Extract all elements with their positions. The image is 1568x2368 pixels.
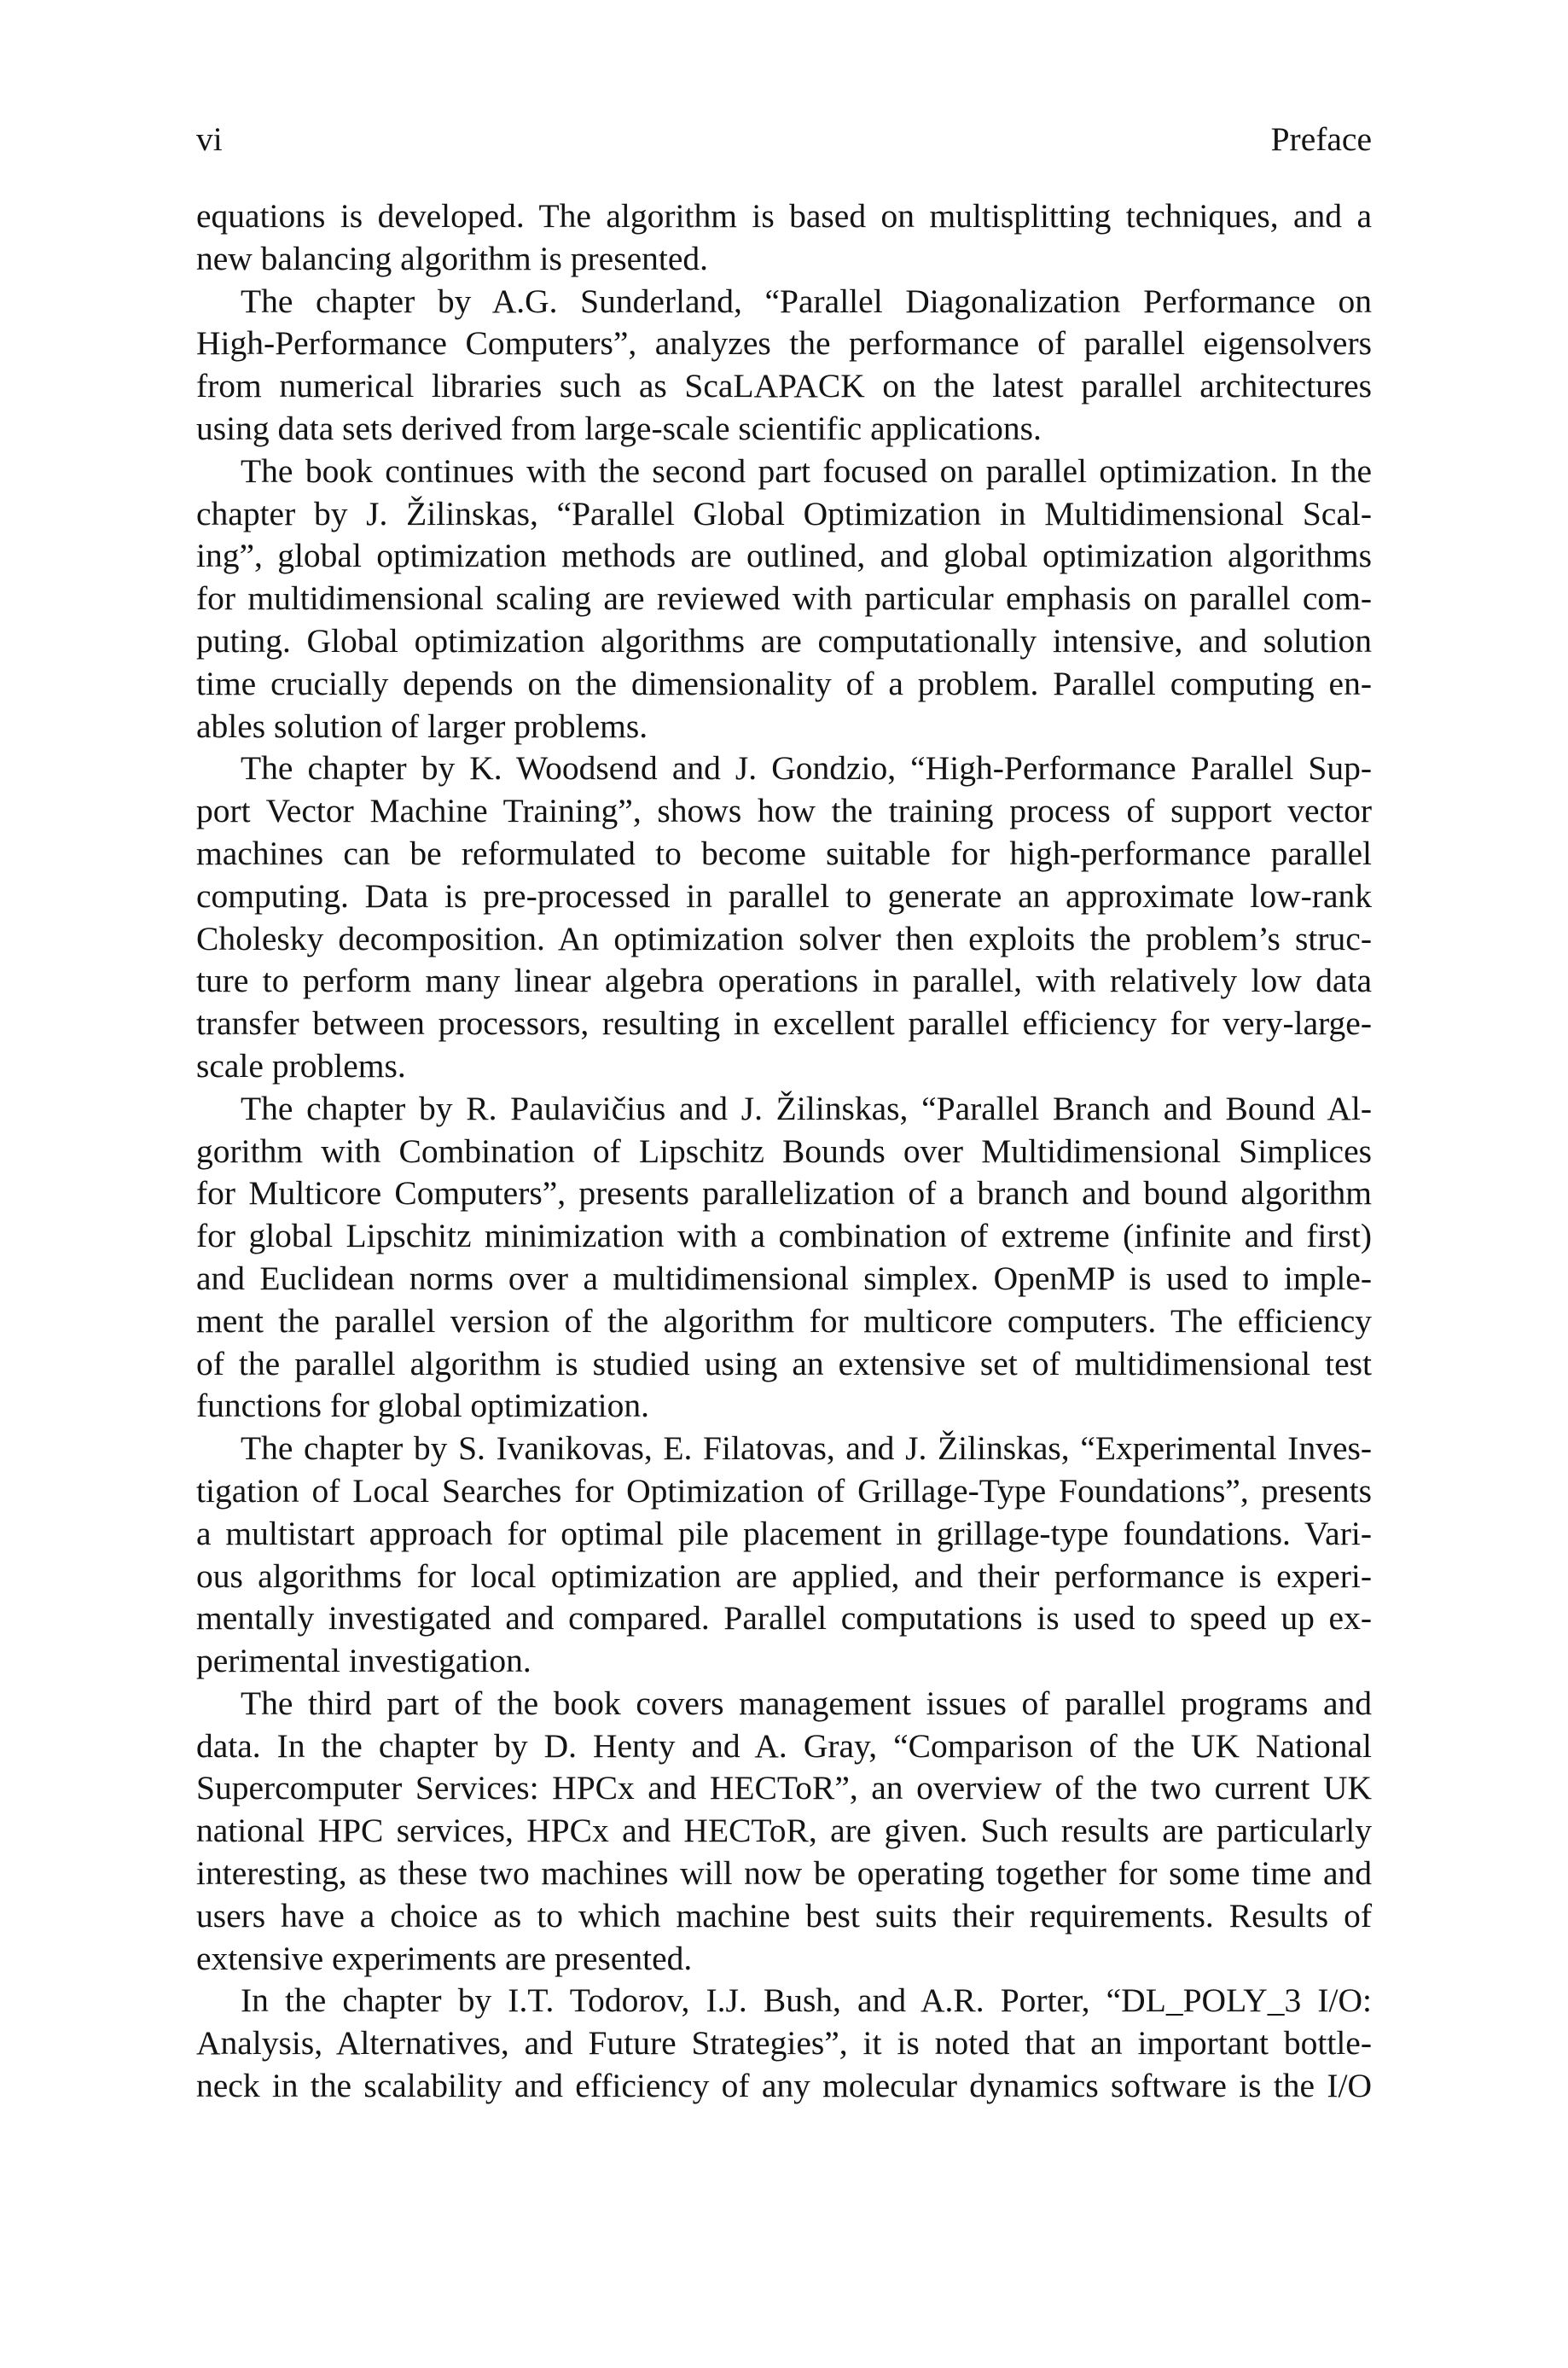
text-line: The chapter by S. Ivanikovas, E. Filatovas, and J. Žilinskas, “Experimental Inves- [241,1429,1372,1468]
text-line: of the parallel algorithm is studied using an extensive set of multidimensional test [196,1344,1372,1382]
paragraph [196,1683,1372,1981]
text-line: data. In the chapter by D. Henty and A. Gray, “Comparison of the UK National [196,1726,1372,1765]
text-line: for Multicore Computers”, presents parallelization of a branch and bound algorithm [196,1174,1372,1213]
text-line: using data sets derived from large-scale scientific applications. [196,409,1042,447]
text-line: perimental investigation. [196,1642,531,1680]
text-line: puting. Global optimization algorithms are computationally intensive, and solution [196,621,1372,660]
paragraph [196,1428,1372,1683]
page-number: vi [196,120,223,158]
text-line: transfer between processors, resulting in excellent parallel efficiency for very-large- [196,1004,1372,1043]
text-line: ables solution of larger problems. [196,707,648,745]
text-line: Supercomputer Services: HPCx and HECToR”, an overview of the two current UK [196,1769,1372,1807]
text-line: users have a choice as to which machine best suits their requirements. Results of [196,1896,1372,1935]
text-line: The chapter by A.G. Sunderland, “Parallel Diagonalization Performance on [241,282,1372,320]
running-head [196,119,1372,161]
preface-body [196,195,1372,2108]
text-line: Cholesky decomposition. An optimization solver then exploits the problem’s struc- [196,919,1372,957]
text-line: computing. Data is pre-processed in parallel to generate an approximate low-rank [196,876,1372,915]
text-line: The chapter by R. Paulavičius and J. Žilinskas, “Parallel Branch and Bound Al- [241,1089,1372,1127]
text-line: equations is developed. The algorithm is based on multisplitting techniques, and a [196,197,1372,235]
text-line: a multistart approach for optimal pile placement in grillage-type foundations. Vari- [196,1514,1372,1552]
running-title: Preface [1270,120,1372,158]
paragraph [196,1980,1372,2107]
text-line: interesting, as these two machines will now be operating together for some time and [196,1854,1372,1893]
paragraph [196,451,1372,748]
text-line: chapter by J. Žilinskas, “Parallel Global Optimization in Multidimensional Scal- [196,494,1372,532]
text-line: neck in the scalability and efficiency of any molecular dynamics software is the I/O [196,2067,1372,2105]
text-line: The chapter by K. Woodsend and J. Gondzio, “High-Performance Parallel Sup- [241,749,1372,788]
text-line: In the chapter by I.T. Todorov, I.J. Bush, and A.R. Porter, “DL_POLY_3 I/O: [241,1981,1372,2020]
text-line: ous algorithms for local optimization are applied, and their performance is experi- [196,1556,1372,1595]
text-line: new balancing algorithm is presented. [196,239,709,277]
text-line: and Euclidean norms over a multidimensional simplex. OpenMP is used to imple- [196,1259,1372,1297]
text-line: port Vector Machine Training”, shows how the training process of support vector [196,792,1372,830]
text-line: extensive experiments are presented. [196,1939,693,1977]
text-line: machines can be reformulated to become suitable for high-performance parallel [196,834,1372,872]
text-line: mentally investigated and compared. Parallel computations is used to speed up ex- [196,1599,1372,1638]
paragraph [196,748,1372,1087]
text-line: time crucially depends on the dimensionality of a problem. Parallel computing en- [196,664,1372,702]
paragraph [196,281,1372,451]
text-line: national HPC services, HPCx and HECToR, are given. Such results are particularly [196,1812,1372,1850]
text-line: High-Performance Computers”, analyzes the performance of parallel eigensolvers [196,324,1372,363]
text-line: Analysis, Alternatives, and Future Strategies”, it is noted that an important bottle- [196,2024,1372,2063]
text-line: ing”, global optimization methods are outlined, and global optimization algorithms [196,537,1372,575]
text-line: The book continues with the second part focused on parallel optimization. In the [241,451,1372,490]
text-line: for multidimensional scaling are reviewed with particular emphasis on parallel com- [196,579,1372,618]
paragraph [196,195,1372,281]
text-line: scale problems. [196,1046,406,1085]
text-line: ment the parallel version of the algorithm for multicore computers. The efficiency [196,1301,1372,1340]
text-line: gorithm with Combination of Lipschitz Bounds over Multidimensional Simplices [196,1132,1372,1170]
text-line: The third part of the book covers management issues of parallel programs and [241,1684,1372,1722]
text-line: functions for global optimization. [196,1387,649,1425]
text-line: tigation of Local Searches for Optimization of Grillage-Type Foundations”, presents [196,1471,1372,1510]
text-line: ture to perform many linear algebra operations in parallel, with relatively low data [196,962,1372,1000]
text-line: from numerical libraries such as ScaLAPACK on the latest parallel architectures [196,367,1372,405]
text-line: for global Lipschitz minimization with a combination of extreme (infinite and first) [196,1217,1372,1255]
paragraph [196,1088,1372,1428]
